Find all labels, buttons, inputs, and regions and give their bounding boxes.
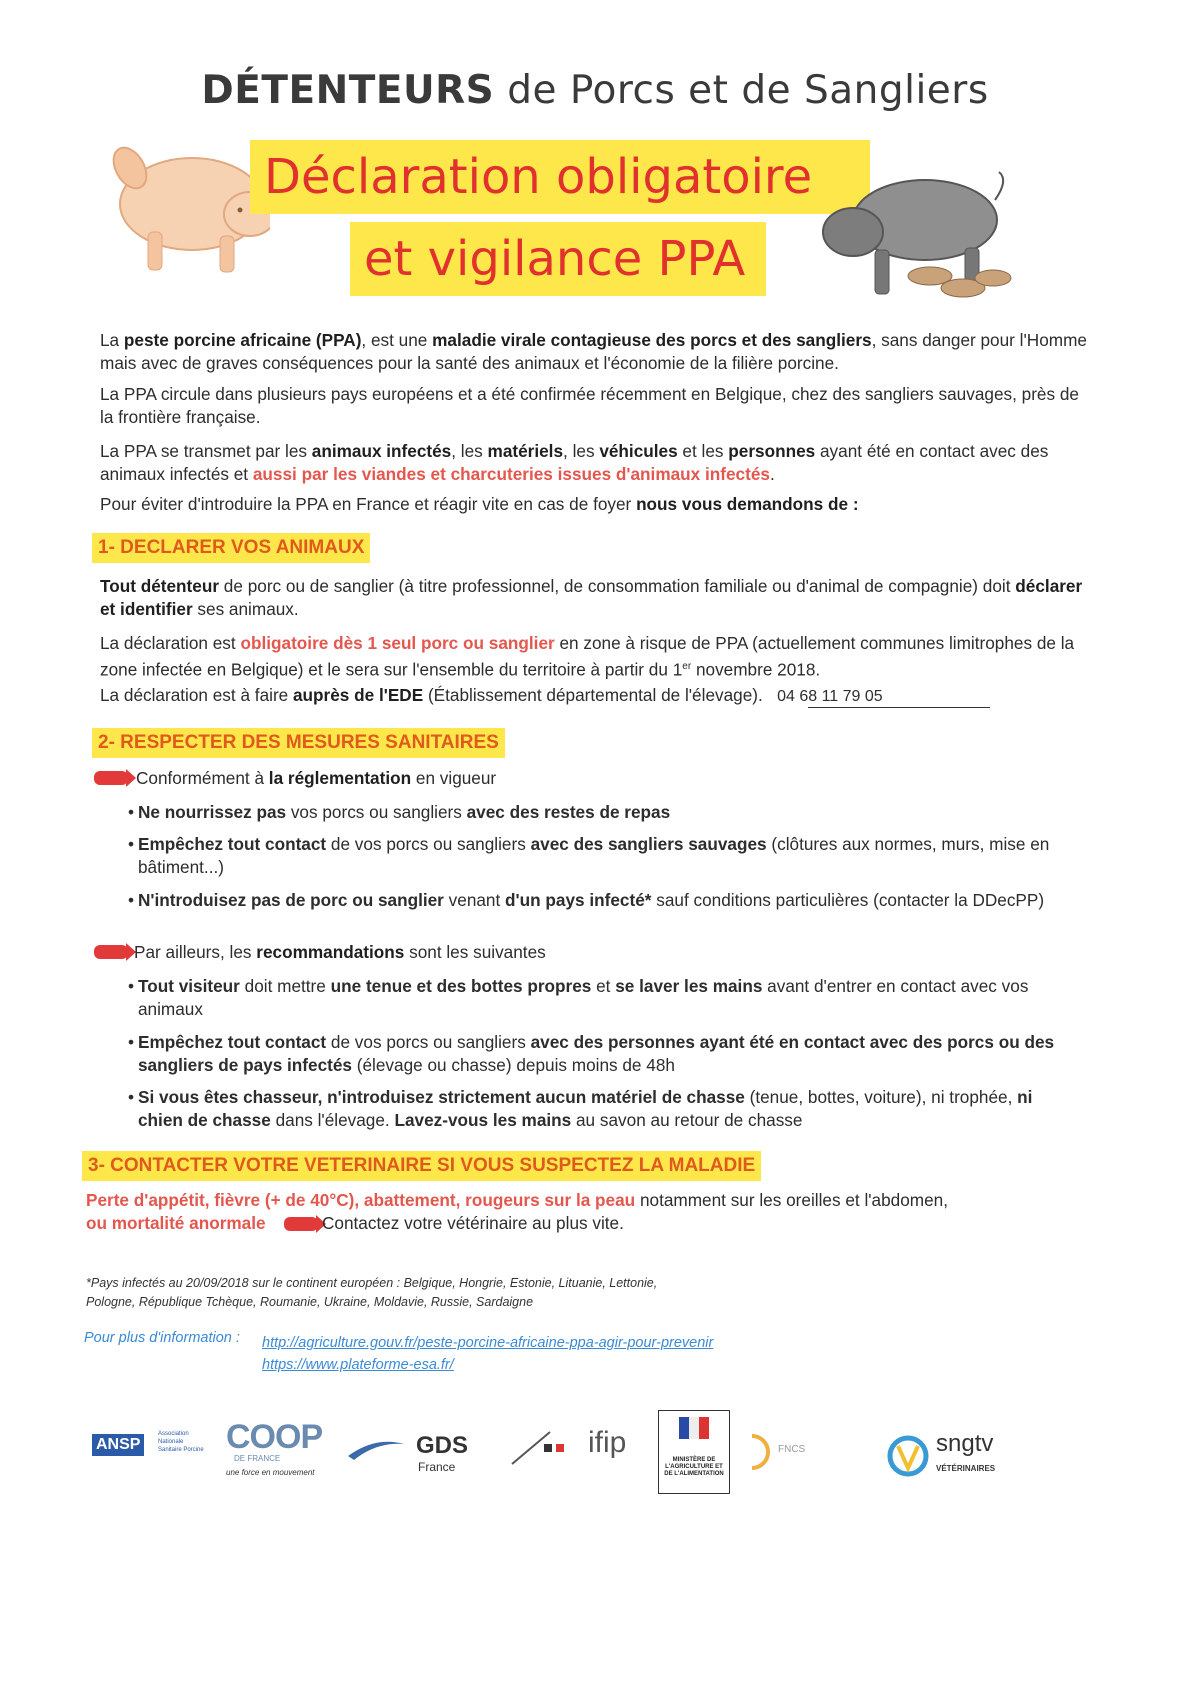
fncs-logo: FNCS [748, 1432, 858, 1472]
footnote-line-1: *Pays infectés au 20/09/2018 sur le continent européen : Belgique, Hongrie, Estonie, Lituanie, Lettonie, [86, 1276, 658, 1290]
ifip-mark-icon [510, 1426, 580, 1466]
info-label: Pour plus d'information : [84, 1330, 240, 1346]
footnote-line-2: Pologne, République Tchèque, Roumanie, Ukraine, Moldavie, Russie, Sardaigne [86, 1295, 534, 1309]
recommendation-bullet-3: • Si vous êtes chasseur, n'introduisez strictement aucun matériel de chasse (tenue, bottes, voiture), ni trophée, ni chien de chasse dans l'élevage. Lavez-vous les mains au savon au retour de chasse [128, 1087, 1033, 1130]
red-arrow-icon [284, 1217, 318, 1231]
recommendation-bullet-1: • Tout visiteur doit mettre une tenue et des bottes propres et se laver les mains avant d'entrer en contact avec vos animaux [128, 976, 1029, 1019]
highlight-title-line2: et vigilance PPA [350, 222, 766, 296]
intro-paragraph-4: Pour éviter d'introduire la PPA en France et réagir vite en cas de foyer nous vous demandons de : [100, 494, 859, 514]
phone-underline [808, 707, 990, 708]
ansp-logo: ANSP Association Nationale Sanitaire Porcine [92, 1420, 212, 1470]
sngtv-mark-icon [886, 1434, 930, 1478]
section1-paragraph-2: La déclaration est obligatoire dès 1 seul porc ou sanglier en zone à risque de PPA (actuellement communes limitrophes de la zone infectée en Belgique) et le sera sur l'ensemble du territoire à partir du 1er novembre 2018. [100, 633, 1075, 680]
section1-title: 1- DECLARER VOS ANIMAUX [92, 533, 370, 563]
pink-pig-illustration [100, 128, 270, 278]
rule-bullet-1: • Ne nourrissez pas vos porcs ou sangliers avec des restes de repas [128, 802, 671, 822]
section3-title: 3- CONTACTER VOTRE VETERINAIRE SI VOUS SUSPECTEZ LA MALADIE [82, 1151, 761, 1181]
highlight-title-line1: Déclaration obligatoire [250, 140, 870, 214]
ministere-agriculture-logo: MINISTÈRE DE L'AGRICULTURE ET DE L'ALIMENTATION [658, 1410, 730, 1494]
agriculture-link[interactable]: http://agriculture.gouv.fr/peste-porcine-africaine-ppa-agir-pour-prevenir [262, 1335, 714, 1351]
rule-bullet-2: • Empêchez tout contact de vos porcs ou sangliers avec des sangliers sauvages (clôtures aux normes, murs, mise en bâtiment...) [128, 834, 1050, 877]
section1-paragraph-3: La déclaration est à faire auprès de l'EDE (Établissement départemental de l'élevage). 04 68 11 79 05 [100, 685, 883, 705]
intro-paragraph-1: La peste porcine africaine (PPA), est une maladie virale contagieuse des porcs et des sangliers, sans danger pour l'Homme mais avec de graves conséquences pour la santé des animaux et l'économie de la filière porcine. [100, 330, 1087, 373]
regulation-intro: Conformément à la réglementation en vigueur [136, 768, 497, 788]
symptoms-paragraph: Perte d'appétit, fièvre (+ de 40°C), abattement, rougeurs sur la peau notamment sur les oreilles et l'abdomen, ou mortalité anormale [86, 1190, 948, 1233]
red-arrow-icon [94, 945, 128, 959]
header-title-rest: de Porcs et de Sangliers [507, 68, 989, 113]
ifip-logo: ifip [510, 1420, 640, 1470]
intro-paragraph-3: La PPA se transmet par les animaux infectés, les matériels, les véhicules et les personnes ayant été en contact avec des animaux infectés et aussi par les viandes et charcuteries issues d'animaux infectés. [100, 441, 1049, 484]
grey-boar-illustration [815, 160, 1015, 310]
coop-de-france-logo: COOP DE FRANCE une force en mouvement [226, 1418, 323, 1477]
gds-france-logo: GDS France [346, 1430, 486, 1475]
rule-bullet-3: • N'introduisez pas de porc ou sanglier venant d'un pays infecté* sauf conditions particulières (contacter la DDecPP) [128, 890, 1045, 910]
header-title [0, 68, 1190, 113]
contact-vet-text: Contactez votre vétérinaire au plus vite. [322, 1213, 624, 1233]
plateforme-esa-link[interactable]: https://www.plateforme-esa.fr/ [262, 1357, 454, 1373]
section1-paragraph-1: Tout détenteur de porc ou de sanglier (à titre professionnel, de consommation familiale ou d'animal de compagnie) doit déclarer et identifier ses animaux. [100, 576, 1083, 619]
highlight-title [250, 140, 870, 305]
recommendations-intro: Par ailleurs, les recommandations sont les suivantes [134, 942, 546, 962]
header-title-bold: DÉTENTEURS [201, 68, 495, 113]
sngtv-logo: sngtv VÉTÉRINAIRES [886, 1430, 1016, 1482]
red-arrow-icon [94, 771, 128, 785]
fncs-mark-icon [748, 1432, 778, 1472]
gds-swoosh-icon [346, 1434, 406, 1464]
ede-phone-number: 04 68 11 79 05 [777, 688, 883, 705]
section2-title: 2- RESPECTER DES MESURES SANITAIRES [92, 728, 505, 758]
intro-paragraph-2: La PPA circule dans plusieurs pays européens et a été confirmée récemment en Belgique, chez des sangliers sauvages, près de la frontière française. [100, 384, 1079, 427]
recommendation-bullet-2: • Empêchez tout contact de vos porcs ou sangliers avec des personnes ayant été en contact avec des porcs ou des sangliers de pays infectés (élevage ou chasse) depuis moins de 48h [128, 1032, 1055, 1075]
